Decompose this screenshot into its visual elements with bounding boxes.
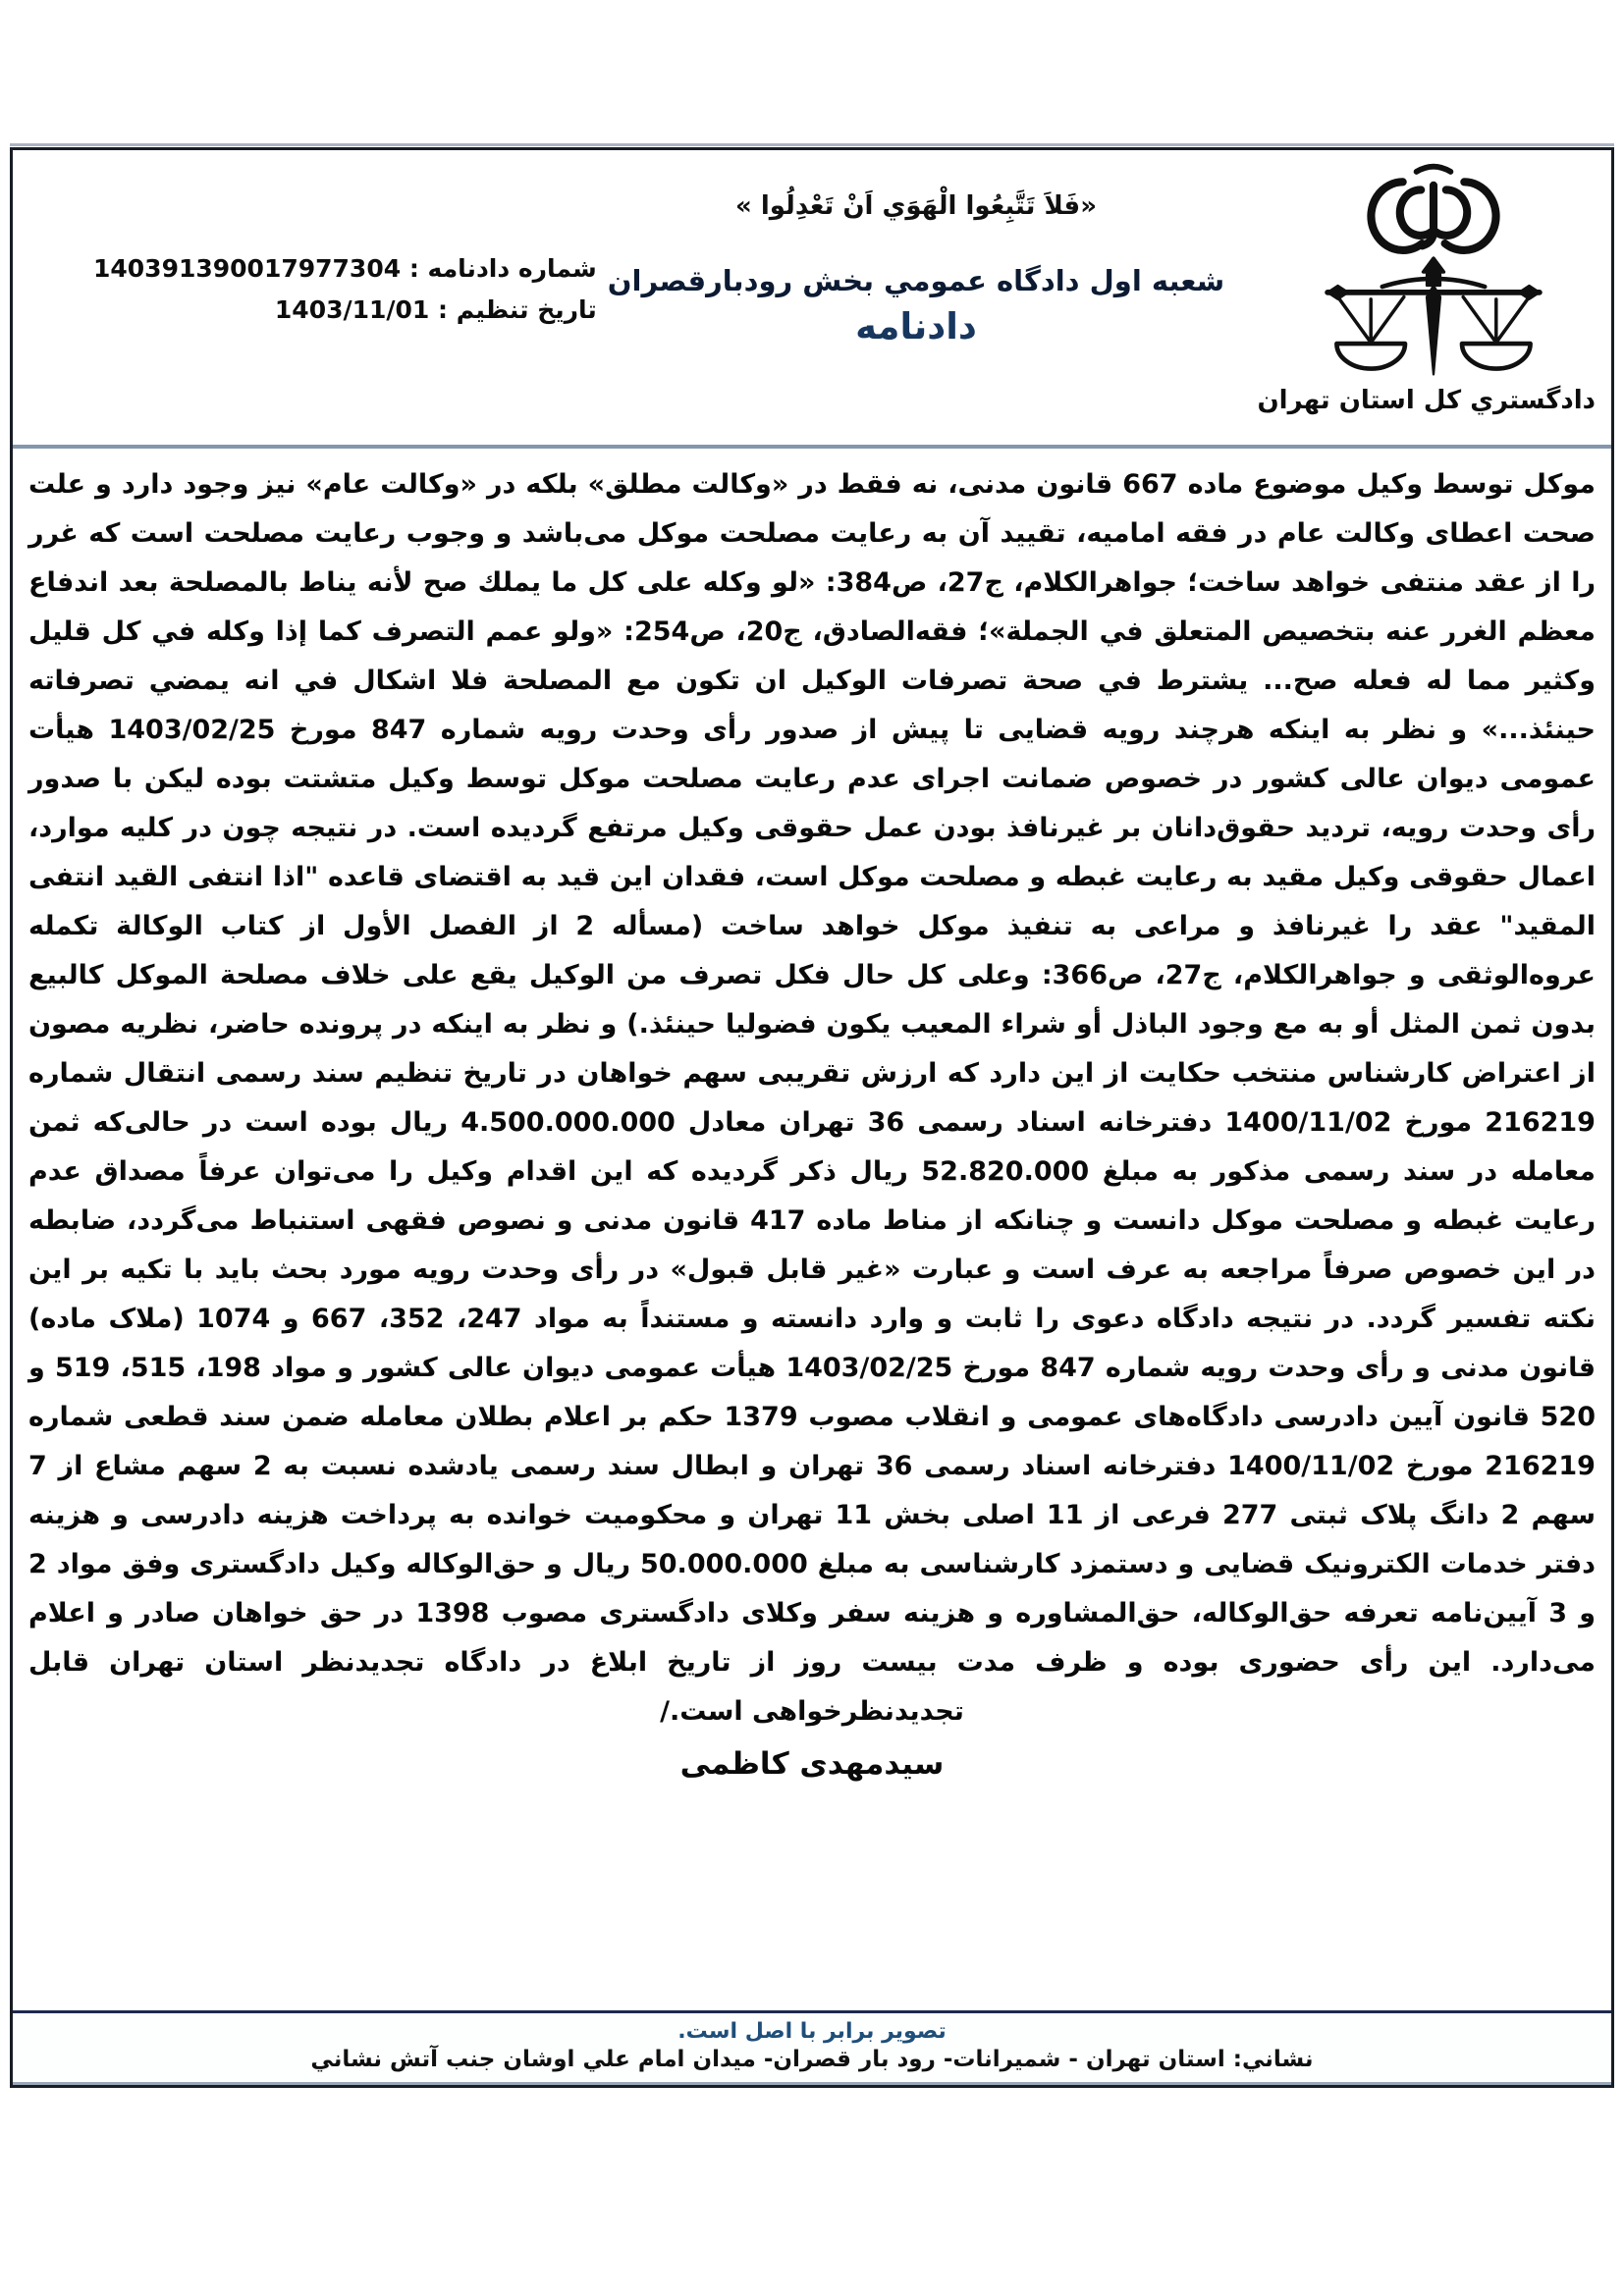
issue-date: تاریخ تنظیم : 1403/11/01: [274, 295, 597, 324]
ruling-body: [13, 449, 1611, 1894]
case-number: شماره دادنامه : 140391390017977304: [93, 254, 597, 283]
quran-verse: «فَلاَ تَتَّبِعُوا الْهَوَي اَنْ تَعْدِلُوا »: [735, 191, 1097, 221]
header-center-column: [523, 150, 1309, 347]
court-name: شعبه اول دادگاه عمومي بخش رودبارقصران: [607, 264, 1225, 297]
judge-signature: سیدمهدی کاظمی: [679, 1746, 945, 1782]
ruling-paragraph: موکل توسط وکیل موضوع ماده 667 قانون مدنی، نه فقط در «وکالت مطلق» بلکه در «وکالت عام» نیز وجود دارد و علت صحت اعطای وکالت عام در فقه امامیه، تقیید آن به رعایت مصلحت موکل می‌باشد و وجوب رعایت مصلحت است که غرر را از عقد منتفی خواهد ساخت؛ جواهرالکلام، ج27، ص384: «لو وکله علی کل ما یملك صح لأنه یناط بالمصلحة بعد اندفاع معظم الغرر عنه بتخصیص المتعلق في الجملة»؛ فقه‌الصادق، ج20، ص254: «ولو عمم التصرف کما إذا وکله في کل قلیل وکثیر مما له فعله صح... یشترط في صحة تصرفات الوکیل ان تکون مع المصلحة فلا اشکال في انه یمضي تصرفاته حینئذ...» و نظر به اینکه هرچند رویه قضایی تا پیش از صدور رأی وحدت رویه شماره 847 مورخ 1403/02/25 هیأت عمومی دیوان عالی کشور در خصوص ضمانت اجرای عدم رعایت مصلحت موکل توسط وکیل متشتت بوده لیکن با صدور رأی وحدت رویه، تردید حقوق‌دانان بر غیرنافذ بودن عمل حقوقی وکیل مرتفع گردیده است. در نتیجه چون در کلیه موارد، اعمال حقوقی وکیل مقید به رعایت غبطه و مصلحت موکل است، فقدان این قید به اقتضای قاعده "اذا انتفی القید انتفی المقید" عقد را غیرنافذ و مراعی به تنفیذ موکل خواهد ساخت (مسأله 2 از الفصل الأول از کتاب الوکالة تکمله عروه‌الوثقی و جواهرالکلام، ج27، ص366: وعلی کل حال فکل تصرف من الوکیل یقع علی خلاف مصلحة الموکل کالبیع بدون ثمن المثل أو به مع وجود الباذل أو شراء المعیب یکون فضولیا حینئذ.) و نظر به اینکه در پرونده حاضر، نظریه مصون از اعتراض کارشناس منتخب حکایت از این دارد که ارزش تقریبی سهم خواهان در تاریخ تنظیم سند رسمی انتقال شماره 216219 مورخ 1400/11/02 دفترخانه اسناد رسمی 36 تهران معادل 4.500.000.000 ریال بوده است در حالی‌که ثمن معامله در سند رسمی مذکور به مبلغ 52.820.000 ریال ذکر گردیده که این اقدام وکیل را می‌توان عرفاً مصداق عدم رعایت غبطه و مصلحت موکل دانست و چنانکه از مناط ماده 417 قانون مدنی و نصوص فقهی استنباط می‌گردد، ضابطه در این خصوص صرفاً مراجعه به عرف است و عبارت «غیر قابل قبول» در رأی وحدت رویه مورد بحث باید با تکیه بر این نکته تفسیر گردد. در نتیجه دادگاه دعوی را ثابت و وارد دانسته و مستنداً به مواد 247، 352، 667 و 1074 (ملاک ماده) قانون مدنی و رأی وحدت رویه شماره 847 مورخ 1403/02/25 هیأت عمومی دیوان عالی کشور و مواد 198، 515، 519 و 520 قانون آیین دادرسی دادگاه‌های عمومی و انقلاب مصوب 1379 حکم بر اعلام بطلان معامله ضمن سند قطعی شماره 216219 مورخ 1400/11/02 دفترخانه اسناد رسمی 36 تهران و ابطال سند رسمی یادشده نسبت به 2 سهم مشاع از 7 سهم 2 دانگ پلاک ثبتی 277 فرعی از 11 اصلی بخش 11 تهران و محکومیت خوانده به پرداخت هزینه دادرسی و هزینه دفتر خدمات الکترونیک قضایی و دستمزد کارشناسی به مبلغ 50.000.000 ریال و حق‌الوکاله وکیل دادگستری وفق مواد 2 و 3 آیین‌نامه تعرفه حق‌الوکاله، حق‌المشاوره و هزینه سفر وکلای دادگستری مصوب 1398 در حق خواهان صادر و اعلام می‌دارد. این رأی حضوری بوده و ظرف مدت بیست روز از تاریخ ابلاغ در دادگاه تجدیدنظر استان تهران قابل تجدیدنظرخواهی است./: [28, 469, 1597, 1727]
scales-of-justice-emblem-icon: [1296, 158, 1571, 386]
page-title: دادنامه: [855, 305, 977, 347]
document-header: [13, 150, 1611, 449]
court-address: نشاني: استان تهران - شمیرانات- رود بار قصران- میدان امام علي اوشان جنب آتش نشاني: [310, 2047, 1314, 2072]
document-meta: [93, 248, 597, 331]
document-footer: [13, 2010, 1611, 2082]
certification-note: تصویر برابر با اصل است.: [677, 2019, 947, 2044]
document-border-box: [10, 147, 1614, 2088]
judiciary-emblem-block: [1257, 158, 1596, 415]
emblem-caption: دادگستري کل استان تهران: [1257, 386, 1596, 415]
